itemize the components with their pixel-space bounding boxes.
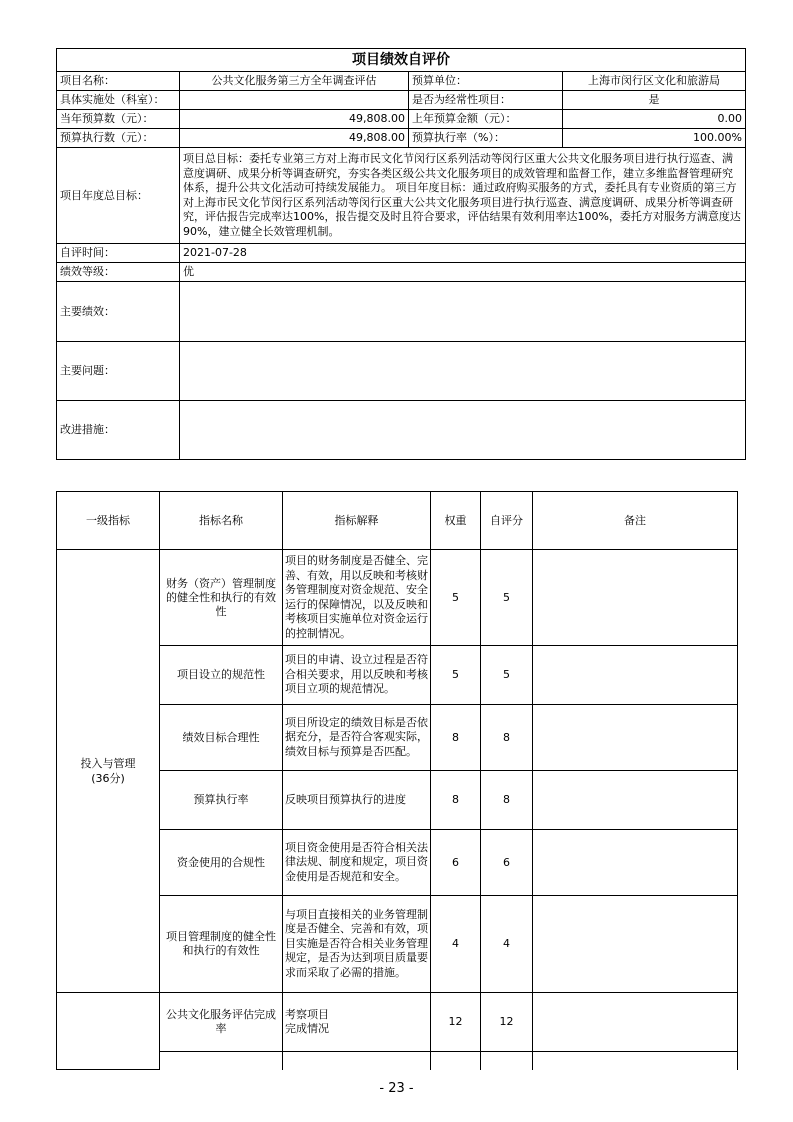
indicator-explain: 项目资金使用是否符合相关法律法规、制度和规定，项目资金使用是否规范和安全。 xyxy=(283,830,431,896)
header-name: 指标名称 xyxy=(160,492,283,550)
indicator-weight: 5 xyxy=(431,646,481,705)
indicator-explain: 项目的财务制度是否健全、完善、有效，用以反映和考核财务管理制度对资金规范、安全运行的保障情况，以及反映和考核项目实施单位对资金运行的控制情况。 xyxy=(283,550,431,646)
indicator-explain: 考察项目 完成情况 xyxy=(283,993,431,1052)
grade-value: 优 xyxy=(180,263,746,282)
eval-time-label: 自评时间： xyxy=(57,244,180,263)
last-budget-label: 上年预算金额（元）： xyxy=(409,110,563,129)
indicator-remark xyxy=(533,896,738,993)
indicator-name: 公共文化服务评估完成率 xyxy=(160,993,283,1052)
indicator-weight: 8 xyxy=(431,705,481,771)
eval-time-value: 2021-07-28 xyxy=(180,244,746,263)
indicator-name: 资金使用的合规性 xyxy=(160,830,283,896)
page-number: - 23 - xyxy=(379,1081,414,1096)
recurring-label: 是否为经常性项目： xyxy=(409,91,563,110)
implementer-value xyxy=(180,91,409,110)
level1-input-management: 投入与管理 (36分) xyxy=(57,550,160,993)
current-budget-value: 49,808.00 xyxy=(180,110,409,129)
indicator-remark xyxy=(533,705,738,771)
main-issue-value xyxy=(180,342,746,401)
header-explain: 指标解释 xyxy=(283,492,431,550)
implementer-label: 具体实施处（科室）： xyxy=(57,91,180,110)
indicator-weight: 8 xyxy=(431,771,481,830)
grade-label: 绩效等级： xyxy=(57,263,180,282)
indicator-remark xyxy=(533,993,738,1052)
indicator-score: 8 xyxy=(481,705,533,771)
indicator-remark xyxy=(533,550,738,646)
improve-value xyxy=(180,401,746,460)
main-issue-label: 主要问题： xyxy=(57,342,180,401)
improve-label: 改进措施： xyxy=(57,401,180,460)
indicator-weight: 5 xyxy=(431,550,481,646)
annual-goal-label: 项目年度总目标： xyxy=(57,148,180,244)
main-perf-value xyxy=(180,282,746,342)
summary-table xyxy=(56,48,746,460)
indicator-remark xyxy=(533,830,738,896)
indicator-explain xyxy=(283,1052,431,1070)
indicator-weight: 6 xyxy=(431,830,481,896)
indicator-name: 项目设立的规范性 xyxy=(160,646,283,705)
indicator-name: 项目管理制度的健全性和执行的有效性 xyxy=(160,896,283,993)
executed-value: 49,808.00 xyxy=(180,129,409,148)
project-name-label: 项目名称： xyxy=(57,72,180,91)
indicator-explain: 与项目直接相关的业务管理制度是否健全、完善和有效，项目实施是否符合相关业务管理规定，是否为达到项目质量要求而采取了必需的措施。 xyxy=(283,896,431,993)
indicator-score xyxy=(481,1052,533,1070)
indicator-score: 4 xyxy=(481,896,533,993)
indicator-explain: 项目所设定的绩效目标是否依据充分，是否符合客观实际，绩效目标与预算是否匹配。 xyxy=(283,705,431,771)
indicator-score: 5 xyxy=(481,550,533,646)
indicator-score: 12 xyxy=(481,993,533,1052)
indicator-remark xyxy=(533,1052,738,1070)
level1-output xyxy=(57,993,160,1070)
budget-unit-value: 上海市闵行区文化和旅游局 xyxy=(563,72,746,91)
header-level1: 一级指标 xyxy=(57,492,160,550)
indicator-score: 8 xyxy=(481,771,533,830)
indicator-explain: 项目的申请、设立过程是否符合相关要求，用以反映和考核项目立项的规范情况。 xyxy=(283,646,431,705)
recurring-value: 是 xyxy=(563,91,746,110)
indicator-weight: 4 xyxy=(431,896,481,993)
project-name-value: 公共文化服务第三方全年调查评估 xyxy=(180,72,409,91)
header-remark: 备注 xyxy=(533,492,738,550)
main-perf-label: 主要绩效： xyxy=(57,282,180,342)
indicator-name xyxy=(160,1052,283,1070)
last-budget-value: 0.00 xyxy=(563,110,746,129)
current-budget-label: 当年预算数（元）： xyxy=(57,110,180,129)
budget-unit-label: 预算单位： xyxy=(409,72,563,91)
summary-title: 项目绩效自评价 xyxy=(57,49,746,72)
indicator-name: 预算执行率 xyxy=(160,771,283,830)
exec-rate-label: 预算执行率（%）： xyxy=(409,129,563,148)
indicator-name: 财务（资产）管理制度的健全性和执行的有效性 xyxy=(160,550,283,646)
exec-rate-value: 100.00% xyxy=(563,129,746,148)
indicator-weight: 12 xyxy=(431,993,481,1052)
indicator-name: 绩效目标合理性 xyxy=(160,705,283,771)
indicator-remark xyxy=(533,646,738,705)
executed-label: 预算执行数（元）： xyxy=(57,129,180,148)
indicator-score: 6 xyxy=(481,830,533,896)
indicator-weight xyxy=(431,1052,481,1070)
indicator-table xyxy=(56,491,738,1070)
indicator-remark xyxy=(533,771,738,830)
indicator-explain: 反映项目预算执行的进度 xyxy=(283,771,431,830)
header-score: 自评分 xyxy=(481,492,533,550)
header-weight: 权重 xyxy=(431,492,481,550)
indicator-score: 5 xyxy=(481,646,533,705)
annual-goal-text: 项目总目标：委托专业第三方对上海市民文化节闵行区系列活动等闵行区重大公共文化服务项目进行执行巡查、满意度调研、成果分析等调查研究，夯实各类区级公共文化服务项目的成效管理和监督工作，建立多维监督管理研究体系，提升公共文化活动可持续发展能力。 项目年度目标：通过政府购买服务的方式，委托具有专业资质的第三方对上海市民文化节闵行区系列活动等闵行区重大公共文化服务项目进行执行巡查、满意度调研、成果分析等调查研究，评估报告完成率达100%，报告提交及时且符合要求，评估结果有效利用率达100%，委托方对服务方满意度达90%，建立健全长效管理机制。 xyxy=(180,148,746,244)
